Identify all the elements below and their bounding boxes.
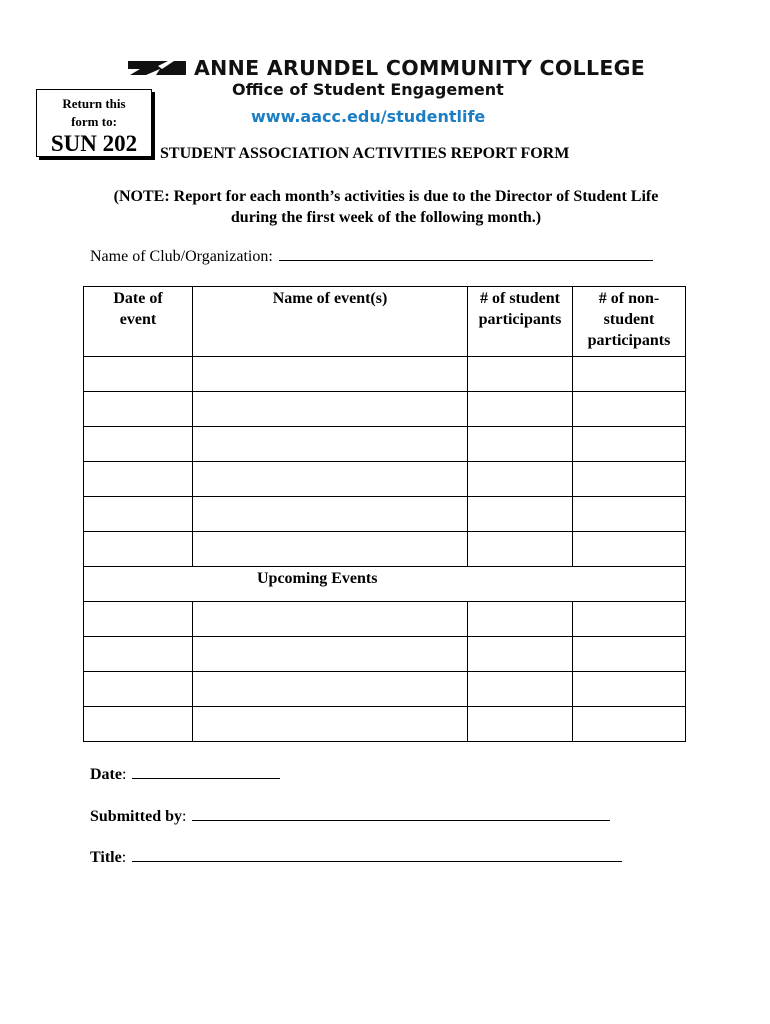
- college-logo: [128, 56, 645, 80]
- column-header-date: Date of event: [84, 287, 193, 357]
- table-row: [84, 427, 686, 462]
- club-name-input[interactable]: [279, 246, 653, 261]
- table-cell[interactable]: [84, 497, 193, 532]
- return-label-line2: form to:: [71, 114, 117, 129]
- table-cell[interactable]: [468, 392, 573, 427]
- submitted-by-label: Submitted by: [90, 808, 183, 825]
- table-row: [84, 672, 686, 707]
- table-row: [84, 602, 686, 637]
- table-cell[interactable]: [84, 707, 193, 742]
- table-cell[interactable]: [193, 707, 468, 742]
- upcoming-events-row: [84, 567, 686, 602]
- table-row: [84, 637, 686, 672]
- table-cell[interactable]: [84, 602, 193, 637]
- table-cell[interactable]: [193, 497, 468, 532]
- table-cell[interactable]: [193, 392, 468, 427]
- table-cell[interactable]: [468, 637, 573, 672]
- table-cell[interactable]: [573, 707, 686, 742]
- table-cell[interactable]: [193, 427, 468, 462]
- title-label: Title: [90, 849, 122, 866]
- table-cell[interactable]: [573, 427, 686, 462]
- table-cell[interactable]: [193, 602, 468, 637]
- date-field: Date :: [90, 764, 280, 784]
- table-row: [84, 707, 686, 742]
- submitted-by-field: Submitted by :: [90, 806, 610, 826]
- return-to-box: [36, 89, 152, 157]
- return-room: SUN 202: [50, 131, 138, 156]
- table-cell[interactable]: [468, 707, 573, 742]
- website-link[interactable]: www.aacc.edu/studentlife: [251, 107, 486, 126]
- title-input[interactable]: [132, 847, 622, 862]
- table-cell[interactable]: [468, 602, 573, 637]
- table-cell[interactable]: [468, 532, 573, 567]
- table-cell[interactable]: [573, 497, 686, 532]
- table-cell[interactable]: [573, 392, 686, 427]
- column-header-student-participants: # of student participants: [468, 287, 573, 357]
- table-cell[interactable]: [193, 532, 468, 567]
- table-cell[interactable]: [84, 637, 193, 672]
- date-input[interactable]: [132, 764, 280, 779]
- date-label: Date: [90, 766, 122, 783]
- submitted-by-input[interactable]: [192, 806, 610, 821]
- form-title: STUDENT ASSOCIATION ACTIVITIES REPORT FORM: [160, 145, 570, 162]
- table-cell[interactable]: [193, 462, 468, 497]
- table-cell[interactable]: [84, 532, 193, 567]
- table-cell[interactable]: [193, 357, 468, 392]
- table-cell[interactable]: [84, 672, 193, 707]
- table-cell[interactable]: [84, 427, 193, 462]
- office-name: Office of Student Engagement: [232, 80, 504, 99]
- table-row: [84, 532, 686, 567]
- table-cell[interactable]: [468, 357, 573, 392]
- table-cell[interactable]: [573, 357, 686, 392]
- return-label-line1: Return this: [62, 96, 126, 111]
- club-name-field: [90, 246, 653, 266]
- college-name: ANNE ARUNDEL COMMUNITY COLLEGE: [194, 56, 646, 80]
- table-cell[interactable]: [84, 462, 193, 497]
- table-cell[interactable]: [468, 497, 573, 532]
- table-cell[interactable]: [193, 637, 468, 672]
- table-cell[interactable]: [573, 637, 686, 672]
- table-cell[interactable]: [573, 602, 686, 637]
- title-field: Title :: [90, 847, 622, 867]
- table-row: [84, 392, 686, 427]
- activities-table: [83, 286, 686, 742]
- table-cell[interactable]: [573, 672, 686, 707]
- table-row: [84, 497, 686, 532]
- aacc-flag-logo-icon: [128, 58, 186, 78]
- due-date-note: (NOTE: Report for each month’s activities is due to the Director of Student Life during the first week of the following month.): [113, 188, 659, 226]
- column-header-event-name: Name of event(s): [193, 287, 468, 357]
- table-cell[interactable]: [573, 532, 686, 567]
- table-row: [84, 462, 686, 497]
- table-cell[interactable]: [84, 392, 193, 427]
- table-cell[interactable]: [84, 357, 193, 392]
- upcoming-events-body: [84, 602, 686, 742]
- table-header-row: [84, 287, 686, 357]
- column-header-non-student-participants: # of non-student participants: [573, 287, 686, 357]
- upcoming-events-label: Upcoming Events: [84, 567, 686, 602]
- past-events-body: [84, 357, 686, 567]
- table-cell[interactable]: [573, 462, 686, 497]
- table-cell[interactable]: [193, 672, 468, 707]
- table-row: [84, 357, 686, 392]
- table-cell[interactable]: [468, 462, 573, 497]
- table-cell[interactable]: [468, 427, 573, 462]
- club-name-label: Name of Club/Organization:: [90, 248, 273, 265]
- table-cell[interactable]: [468, 672, 573, 707]
